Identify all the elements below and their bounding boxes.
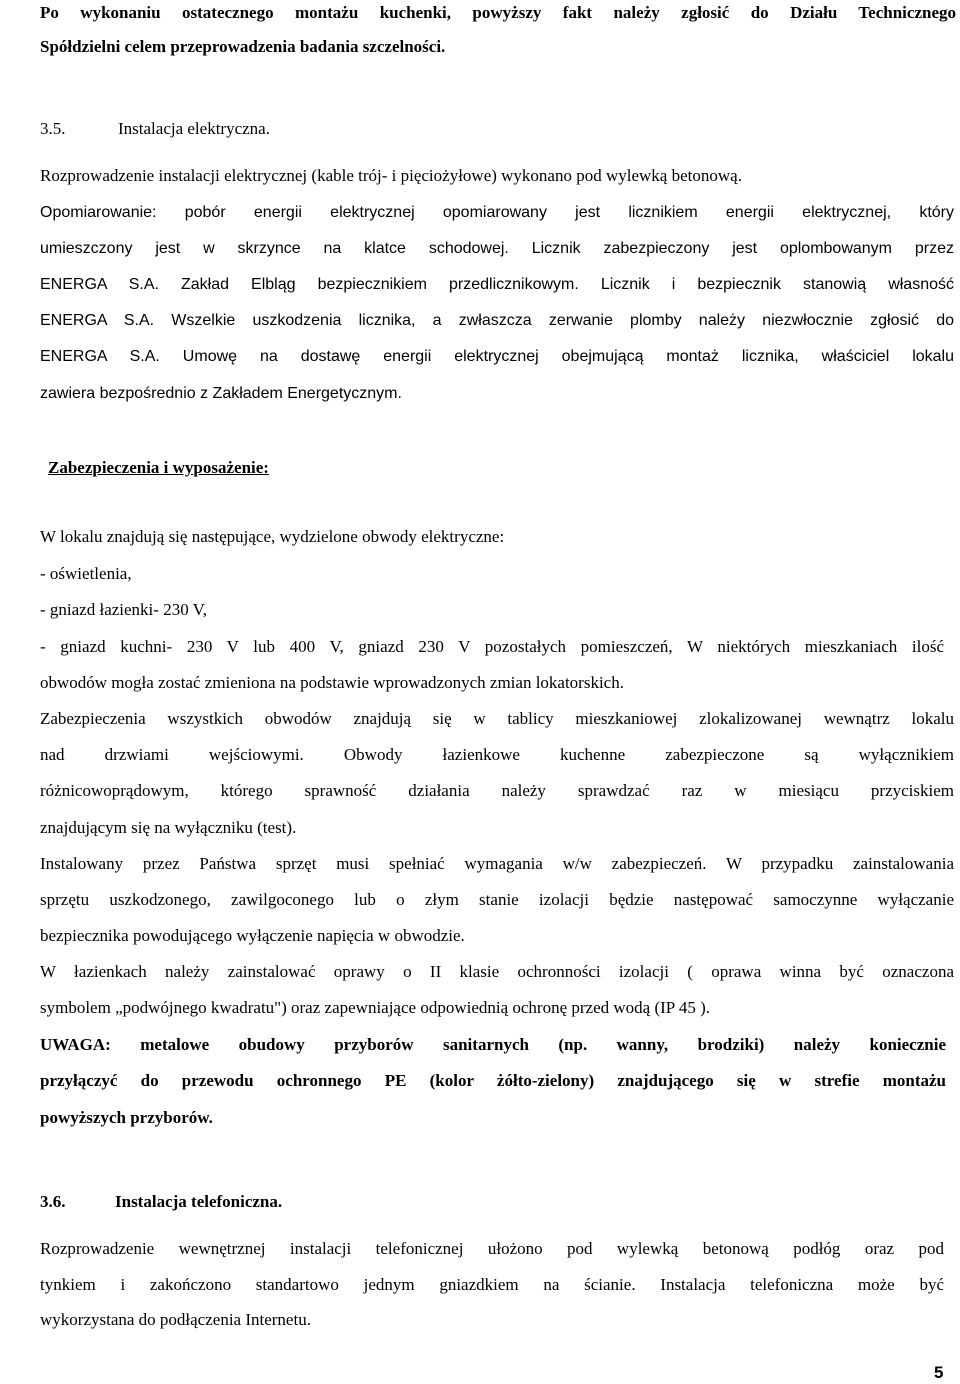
security-line-4: - gniazd kuchni- 230 V lub 400 V, gniazd 230 V pozostałych pomieszczeń, W niektórych mieszkaniach ilość [40,637,944,656]
section-36-line-3: wykorzystana do podłączenia Internetu. [40,1310,311,1329]
section-35-p2-line-1: Opomiarowanie: pobór energii elektrycznej opomiarowany jest licznikiem energii elektrycznej, który [40,204,954,221]
section-36-title: Instalacja telefoniczna. [115,1192,283,1211]
warning-line-2: przyłączyć do przewodu ochronnego PE (kolor żółto-zielony) znajdującego się w strefie montażu [40,1071,946,1090]
security-line-6: Zabezpieczenia wszystkich obwodów znajdują się w tablicy mieszkaniowej zlokalizowanej wewnątrz lokalu [40,709,954,728]
warning-line-3: powyższych przyborów. [40,1108,213,1127]
intro-line-2: Spółdzielni celem przeprowadzenia badania szczelności. [40,37,446,56]
security-line-1: W lokalu znajdują się następujące, wydzielone obwody elektryczne: [40,527,505,546]
page-number: 5 [934,1363,944,1382]
warning-line-1: UWAGA: metalowe obudowy przyborów sanitarnych (np. wanny, brodziki) należy koniecznie [40,1035,946,1054]
section-36-number: 3.6. [40,1192,66,1211]
security-line-14: symbolem „podwójnego kwadratu") oraz zapewniające odpowiednią ochronę przed wodą (IP 45 ). [40,998,711,1017]
section-35-paragraph-1: Rozprowadzenie instalacji elektrycznej (kable trój- i pięciożyłowe) wykonano pod wylewką betonową. [40,166,742,185]
section-36-line-1: Rozprowadzenie wewnętrznej instalacji telefonicznej ułożono pod wylewką betonową podłóg oraz pod [40,1239,944,1258]
section-35-p2-line-4: ENERGA S.A. Wszelkie uszkodzenia licznika, a zwłaszcza zerwanie plomby należy niezwłocznie zgłosić do [40,312,954,329]
security-line-7: nad drzwiami wejściowymi. Obwody łazienkowe kuchenne zabezpieczone są wyłącznikiem [40,745,954,764]
section-35-p2-line-5: ENERGA S.A. Umowę na dostawę energii elektrycznej obejmującą montaż licznika, właściciel lokalu [40,348,954,365]
section-35-title: Instalacja elektryczna. [118,119,270,138]
section-35-p2-line-3: ENERGA S.A. Zakład Elbląg bezpiecznikiem przedlicznikowym. Licznik i bezpiecznik stanowią własność [40,276,954,293]
section-35-p2-line-2: umieszczony jest w skrzynce na klatce schodowej. Licznik zabezpieczony jest oplombowanym przez [40,240,954,257]
security-line-8: różnicowoprądowym, którego sprawność działania należy sprawdzać raz w miesiącu przyciskiem [40,781,954,800]
security-line-3: - gniazd łazienki- 230 V, [40,600,207,619]
security-line-10: Instalowany przez Państwa sprzęt musi spełniać wymagania w/w zabezpieczeń. W przypadku zainstalowania [40,854,954,873]
security-line-9: znajdującym się na wyłączniku (test). [40,818,297,837]
section-35-number: 3.5. [40,119,66,138]
security-line-2: - oświetlenia, [40,564,132,583]
security-line-12: bezpiecznika powodującego wyłączenie napięcia w obwodzie. [40,926,465,945]
security-line-11: sprzętu uszkodzonego, zawilgoconego lub o złym stanie izolacji będzie następować samoczynne wyłączanie [40,890,954,909]
section-35-p2-line-6: zawiera bezpośrednio z Zakładem Energetycznym. [40,385,402,402]
security-line-13: W łazienkach należy zainstalować oprawy o II klasie ochronności izolacji ( oprawa winna być oznaczona [40,962,954,981]
section-36-line-2: tynkiem i zakończono standartowo jednym gniazdkiem na ścianie. Instalacja telefoniczna może być [40,1275,944,1294]
security-line-5: obwodów mogła zostać zmieniona na podstawie wprowadzonych zmian lokatorskich. [40,673,624,692]
intro-line-1: Po wykonaniu ostatecznego montażu kuchenki, powyższy fakt należy zgłosić do Działu Technicznego [40,3,956,22]
security-heading: Zabezpieczenia i wyposażenie: [48,458,269,477]
